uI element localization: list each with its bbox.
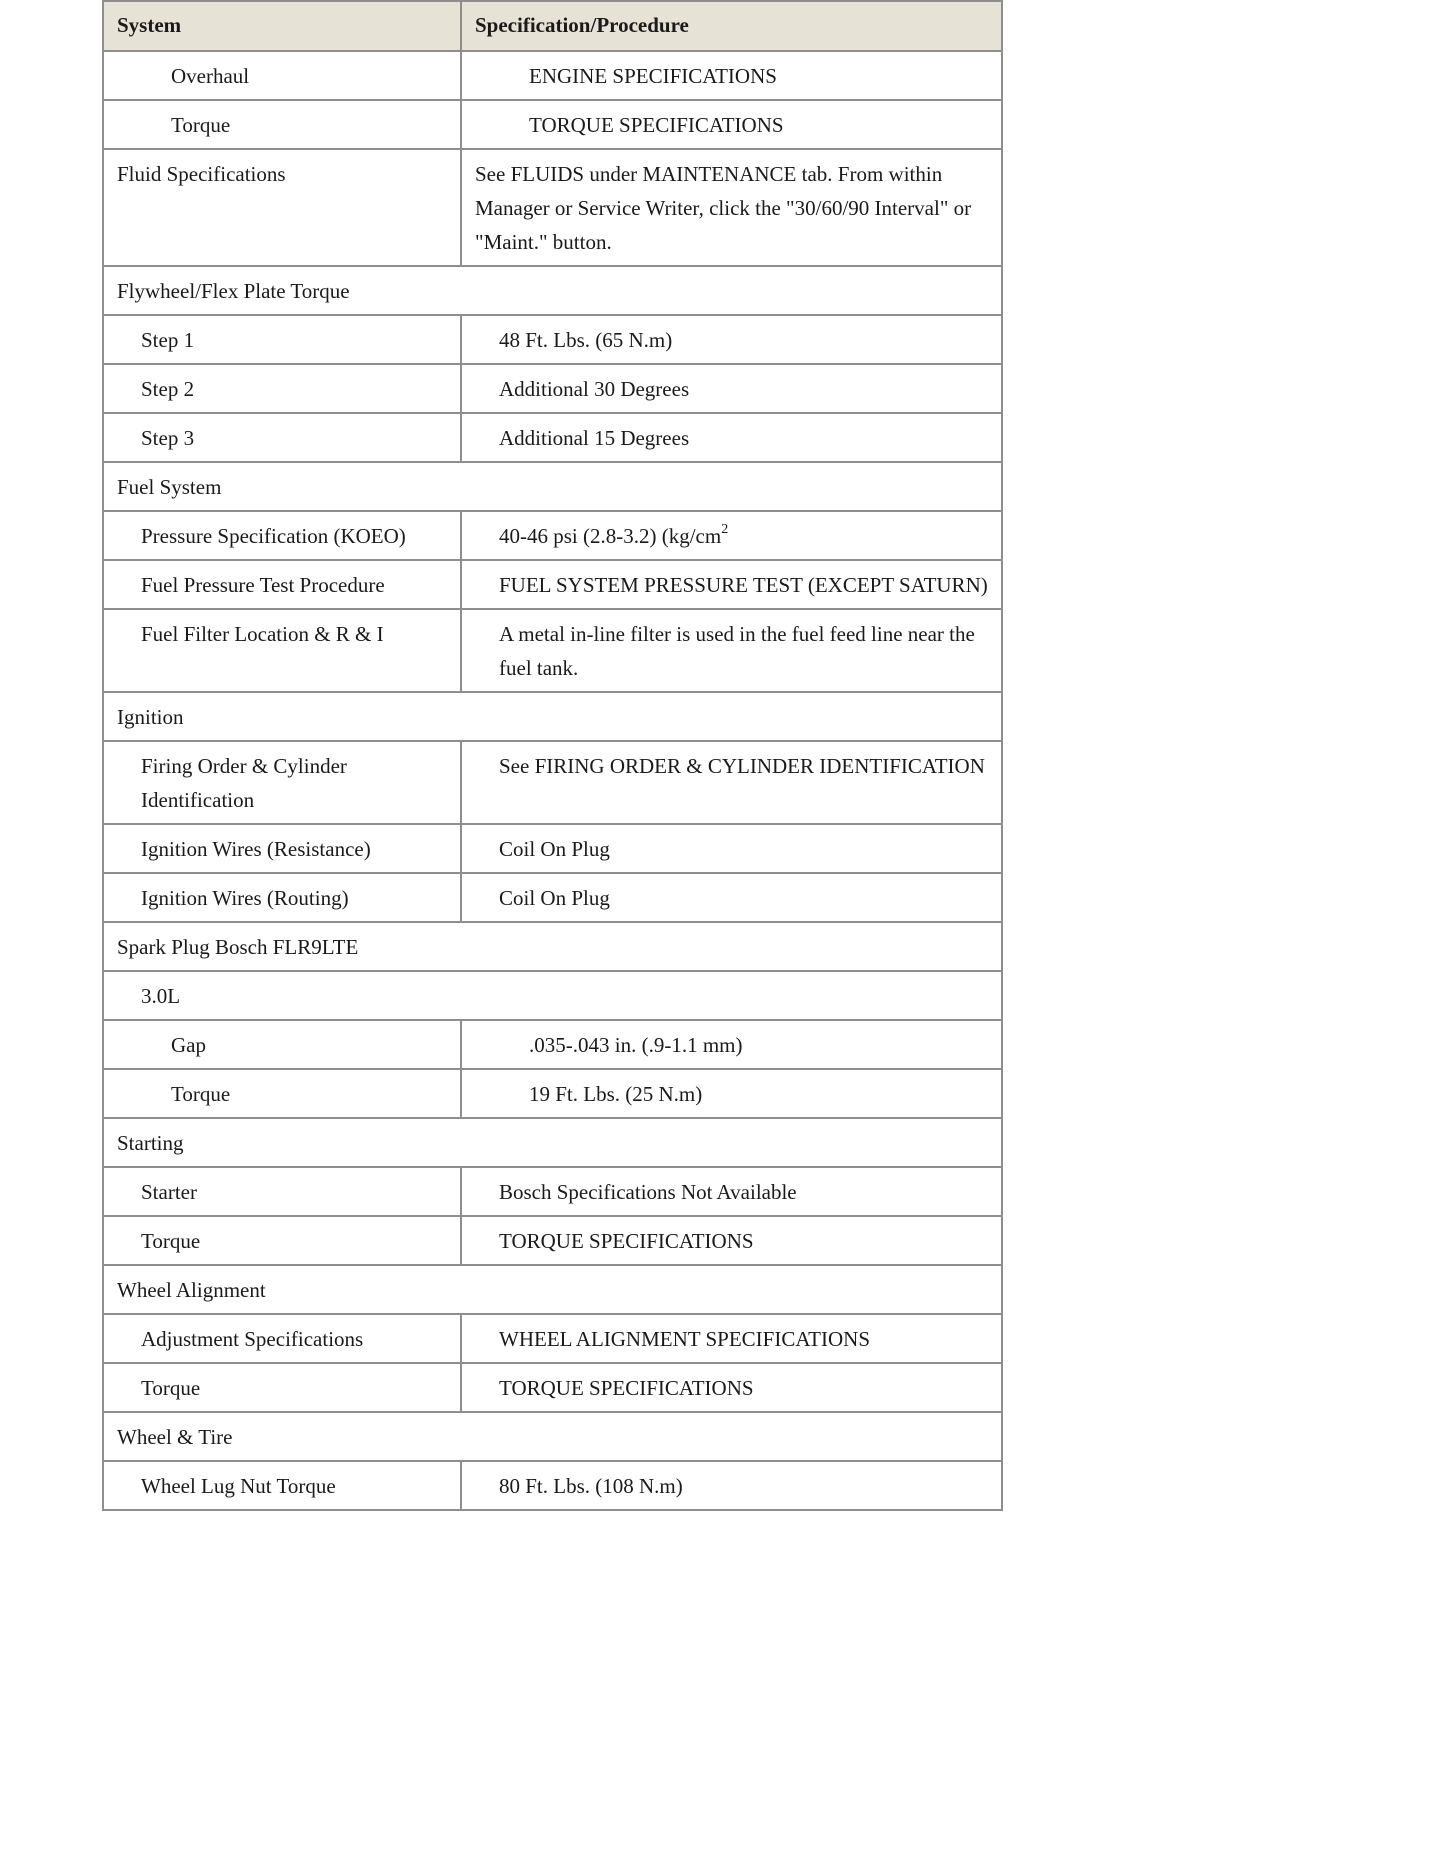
header-system: System (103, 1, 461, 51)
header-row (103, 1, 1002, 51)
section-label: Starting (103, 1118, 1002, 1167)
system-cell: Ignition Wires (Resistance) (103, 824, 461, 873)
section-row (103, 692, 1002, 741)
table-row (103, 149, 1002, 266)
spec-value: Coil On Plug (499, 886, 610, 910)
spec-value: TORQUE SPECIFICATIONS (529, 113, 784, 137)
spec-value: A metal in-line filter is used in the fuel feed line near the fuel tank. (499, 622, 975, 680)
section-label: Flywheel/Flex Plate Torque (103, 266, 1002, 315)
spec-cell (461, 609, 1002, 692)
spec-value: ENGINE SPECIFICATIONS (529, 64, 777, 88)
section-label: 3.0L (103, 971, 1002, 1020)
spec-cell (461, 1069, 1002, 1118)
spec-value: TORQUE SPECIFICATIONS (499, 1229, 754, 1253)
table-row (103, 741, 1002, 824)
table-row (103, 1216, 1002, 1265)
table-body (103, 51, 1002, 1510)
table-row (103, 1167, 1002, 1216)
section-row (103, 266, 1002, 315)
spec-value: See FIRING ORDER & CYLINDER IDENTIFICATION (499, 754, 985, 778)
spec-cell (461, 413, 1002, 462)
table-row (103, 100, 1002, 149)
section-label: Ignition (103, 692, 1002, 741)
spec-value: 80 Ft. Lbs. (108 N.m) (499, 1474, 683, 1498)
table-row (103, 364, 1002, 413)
system-cell: Wheel Lug Nut Torque (103, 1461, 461, 1510)
spec-cell (461, 873, 1002, 922)
spec-cell (461, 315, 1002, 364)
system-cell: Fluid Specifications (103, 149, 461, 266)
section-row (103, 1118, 1002, 1167)
table-row (103, 1363, 1002, 1412)
table-row (103, 873, 1002, 922)
section-label: Wheel & Tire (103, 1412, 1002, 1461)
section-label: Spark Plug Bosch FLR9LTE (103, 922, 1002, 971)
spec-cell (461, 1461, 1002, 1510)
spec-value: Additional 30 Degrees (499, 377, 690, 401)
section-label: Fuel System (103, 462, 1002, 511)
system-cell: Step 2 (103, 364, 461, 413)
header-spec: Specification/Procedure (461, 1, 1002, 51)
spec-cell (461, 1216, 1002, 1265)
system-cell: Starter (103, 1167, 461, 1216)
system-cell: Step 3 (103, 413, 461, 462)
spec-value: See FLUIDS under MAINTENANCE tab. From within Manager or Service Writer, click the "30/60/90 Interval" or "Maint." button. (475, 162, 972, 254)
system-cell: Ignition Wires (Routing) (103, 873, 461, 922)
system-cell: Torque (103, 100, 461, 149)
system-cell: Fuel Pressure Test Procedure (103, 560, 461, 609)
section-row (103, 922, 1002, 971)
spec-value: .035-.043 in. (.9-1.1 mm) (529, 1033, 743, 1057)
spec-cell (461, 100, 1002, 149)
spec-cell (461, 511, 1002, 560)
table-row (103, 51, 1002, 100)
table-row (103, 1069, 1002, 1118)
spec-value: 19 Ft. Lbs. (25 N.m) (529, 1082, 703, 1106)
spec-cell (461, 1314, 1002, 1363)
spec-value: Bosch Specifications Not Available (499, 1180, 797, 1204)
spec-cell (461, 1363, 1002, 1412)
spec-table (102, 0, 1003, 1511)
table-row (103, 824, 1002, 873)
section-row (103, 971, 1002, 1020)
system-cell: Torque (103, 1216, 461, 1265)
table-header (103, 1, 1002, 51)
spec-superscript: 2 (721, 522, 729, 537)
section-row (103, 462, 1002, 511)
table-row (103, 1020, 1002, 1069)
table-row (103, 560, 1002, 609)
system-cell: Pressure Specification (KOEO) (103, 511, 461, 560)
table-row (103, 609, 1002, 692)
table-row (103, 1314, 1002, 1363)
system-cell: Gap (103, 1020, 461, 1069)
spec-cell (461, 824, 1002, 873)
spec-value: WHEEL ALIGNMENT SPECIFICATIONS (499, 1327, 870, 1351)
table-row (103, 315, 1002, 364)
section-label: Wheel Alignment (103, 1265, 1002, 1314)
spec-cell (461, 364, 1002, 413)
spec-cell (461, 741, 1002, 824)
spec-value: FUEL SYSTEM PRESSURE TEST (EXCEPT SATURN) (499, 573, 988, 597)
spec-cell (461, 560, 1002, 609)
spec-value: Coil On Plug (499, 837, 610, 861)
spec-value: TORQUE SPECIFICATIONS (499, 1376, 754, 1400)
system-cell: Torque (103, 1069, 461, 1118)
table-row (103, 1461, 1002, 1510)
system-cell: Overhaul (103, 51, 461, 100)
system-cell: Torque (103, 1363, 461, 1412)
section-row (103, 1265, 1002, 1314)
system-cell: Fuel Filter Location & R & I (103, 609, 461, 692)
spec-cell (461, 51, 1002, 100)
section-row (103, 1412, 1002, 1461)
spec-cell (461, 1020, 1002, 1069)
table-row (103, 413, 1002, 462)
spec-value: 48 Ft. Lbs. (65 N.m) (499, 328, 673, 352)
spec-cell (461, 149, 1002, 266)
spec-value: Additional 15 Degrees (499, 426, 690, 450)
system-cell: Step 1 (103, 315, 461, 364)
system-cell: Adjustment Specifications (103, 1314, 461, 1363)
spec-value: 40-46 psi (2.8-3.2) (kg/cm (499, 524, 722, 548)
table-row (103, 511, 1002, 560)
system-cell: Firing Order & Cylinder Identification (103, 741, 461, 824)
spec-cell (461, 1167, 1002, 1216)
